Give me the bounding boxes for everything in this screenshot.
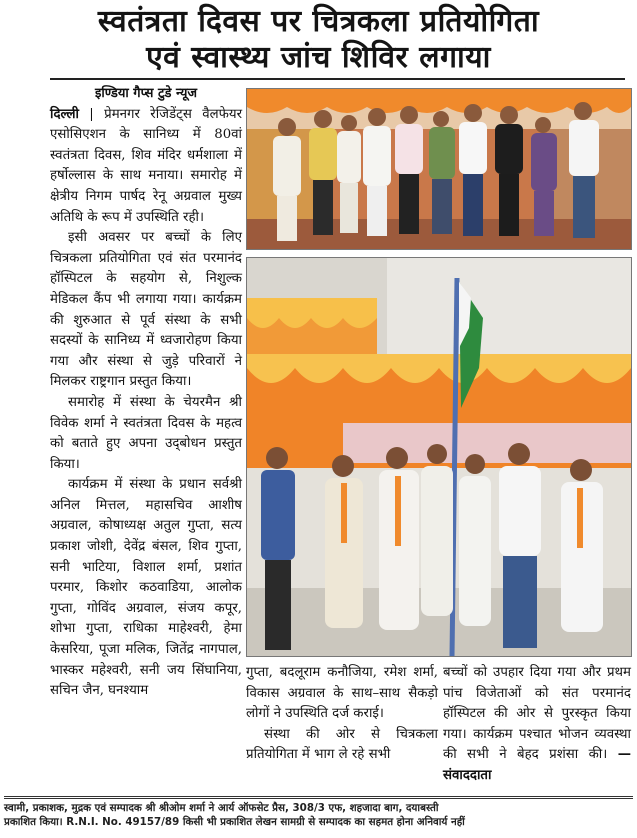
paragraph-3: समारोह में संस्था के चेयरमैन श्री विवेक शर्मा ने स्वतंत्रता दिवस के महत्व को बताते हुए अपना उद्‌बोधन प्रस्तुत किया।	[50, 394, 242, 472]
dateline-place: दिल्ली	[50, 106, 79, 122]
right-column	[443, 663, 631, 793]
imprint-footer	[4, 796, 633, 829]
paragraph-5: संस्था की ओर से चित्रकला प्रतियोगिता में भाग ले रहे सभी	[246, 726, 438, 763]
headline-line-2: एवं स्वास्थ्य जांच शिविर लगाया	[146, 40, 491, 75]
group-photo	[246, 88, 632, 250]
paragraph-2: इसी अवसर पर बच्चों के लिए चित्रकला प्रतियोगिता एवं संत परमानंद हॉस्पिटल के सहयोग से, निशुल्क मेडिकल कैंप भी लगाया गया। कार्यक्रम की शुरुआत से पूर्व संस्था के सभी सदस्यों के सानिध्य में ध्वजारोहण किया गया और संस्था से जुड़े परिवारों ने मिलकर राष्ट्रगान प्रस्तुत किया।	[50, 230, 242, 390]
left-column	[50, 84, 243, 699]
flag-hoisting-photo	[246, 257, 632, 657]
headline-line-1: स्वतंत्रता दिवस पर चित्रकला प्रतियोगिता	[97, 4, 540, 39]
paragraph-1: दिल्ली | प्रेमनगर रेजिडेंट्स वैलफेयर एसोसिएशन के सानिध्य में 80वां स्वतंत्रता दिवस, शिव मंदिर धर्मशाला में हर्षोल्लास के साथ मनाया। समारोह में क्षेत्रीय निगम पार्षद रेनू अग्रवाल मुख्य अतिथि के रूप में उपस्थिति रही।	[50, 106, 243, 225]
headline-rule	[50, 78, 625, 80]
signoff: — संवाददाता	[443, 747, 631, 783]
article-headline	[0, 4, 637, 76]
imprint-line-1: स्वामी, प्रकाशक, मुद्रक एवं सम्पादक श्री श्रीओम शर्मा ने आर्य ऑफसेट प्रैस, 308/3 एफ, शहजादा बाग, दयाबस्ती	[4, 802, 439, 814]
imprint-line-2: प्रकाशित किया। R.N.I. No. 49157/89 किसी भी प्रकाशित लेखन सामग्री से सम्पादक का सहमत होना अनिवार्य नहीं	[4, 816, 465, 828]
paragraph-1-text: प्रेमनगर रेजिडेंट्स वैलफेयर एसोसिएशन के सानिध्य में 80वां स्वतंत्रता दिवस, शिव मंदिर धर्मशाला में हर्षोल्लास के साथ मनाया। समारोह में क्षेत्रीय निगम पार्षद रेनू अग्रवाल मुख्य अतिथि के रूप में उपस्थिति रही।	[50, 106, 243, 225]
paragraph-5-continued-text: बच्चों को उपहार दिया गया और प्रथम पांच विजेताओं को संत परमानंद हॉस्पिटल की ओर से पुरस्कृत किया गया। कार्यक्रम पश्चात भोजन व्यवस्था की सभी ने बेहद प्रशंसा की।	[443, 665, 631, 763]
paragraph-5-continued	[443, 663, 631, 787]
paragraph-4-continued: गुप्ता, बदलूराम कनौजिया, रमेश शर्मा, विकास अग्रवाल के साथ–साथ सैकड़ो लोगों ने उपस्थिति दर्ज कराई।	[246, 665, 438, 722]
paragraph-4: कार्यक्रम में संस्था के प्रधान सर्वश्री अनिल मित्तल, महासचिव आशीष अग्रवाल, कोषाध्यक्ष अतुल गुप्ता, सत्य प्रकाश जोशी, देवेंद्र बंसल, शिव गुप्ता, सनी भाटिया, विशाल शर्मा, प्रशांत परमार, किशोर कठवाडिया, आलोक गुप्ता, गोविंद अग्रवाल, संजय कपूर, शोभा गुप्ता, राधिका माहेश्वरी, हेमा केसरिया, पूजा मलिक, जितेंद्र नागपाल, भास्कर महेश्वरी, सनी जय सिंघानिया, सचिन जैन, घनश्याम	[50, 477, 242, 699]
byline: इण्डिया गैप्स टुडे न्यूज	[94, 86, 198, 101]
middle-column	[246, 663, 438, 793]
